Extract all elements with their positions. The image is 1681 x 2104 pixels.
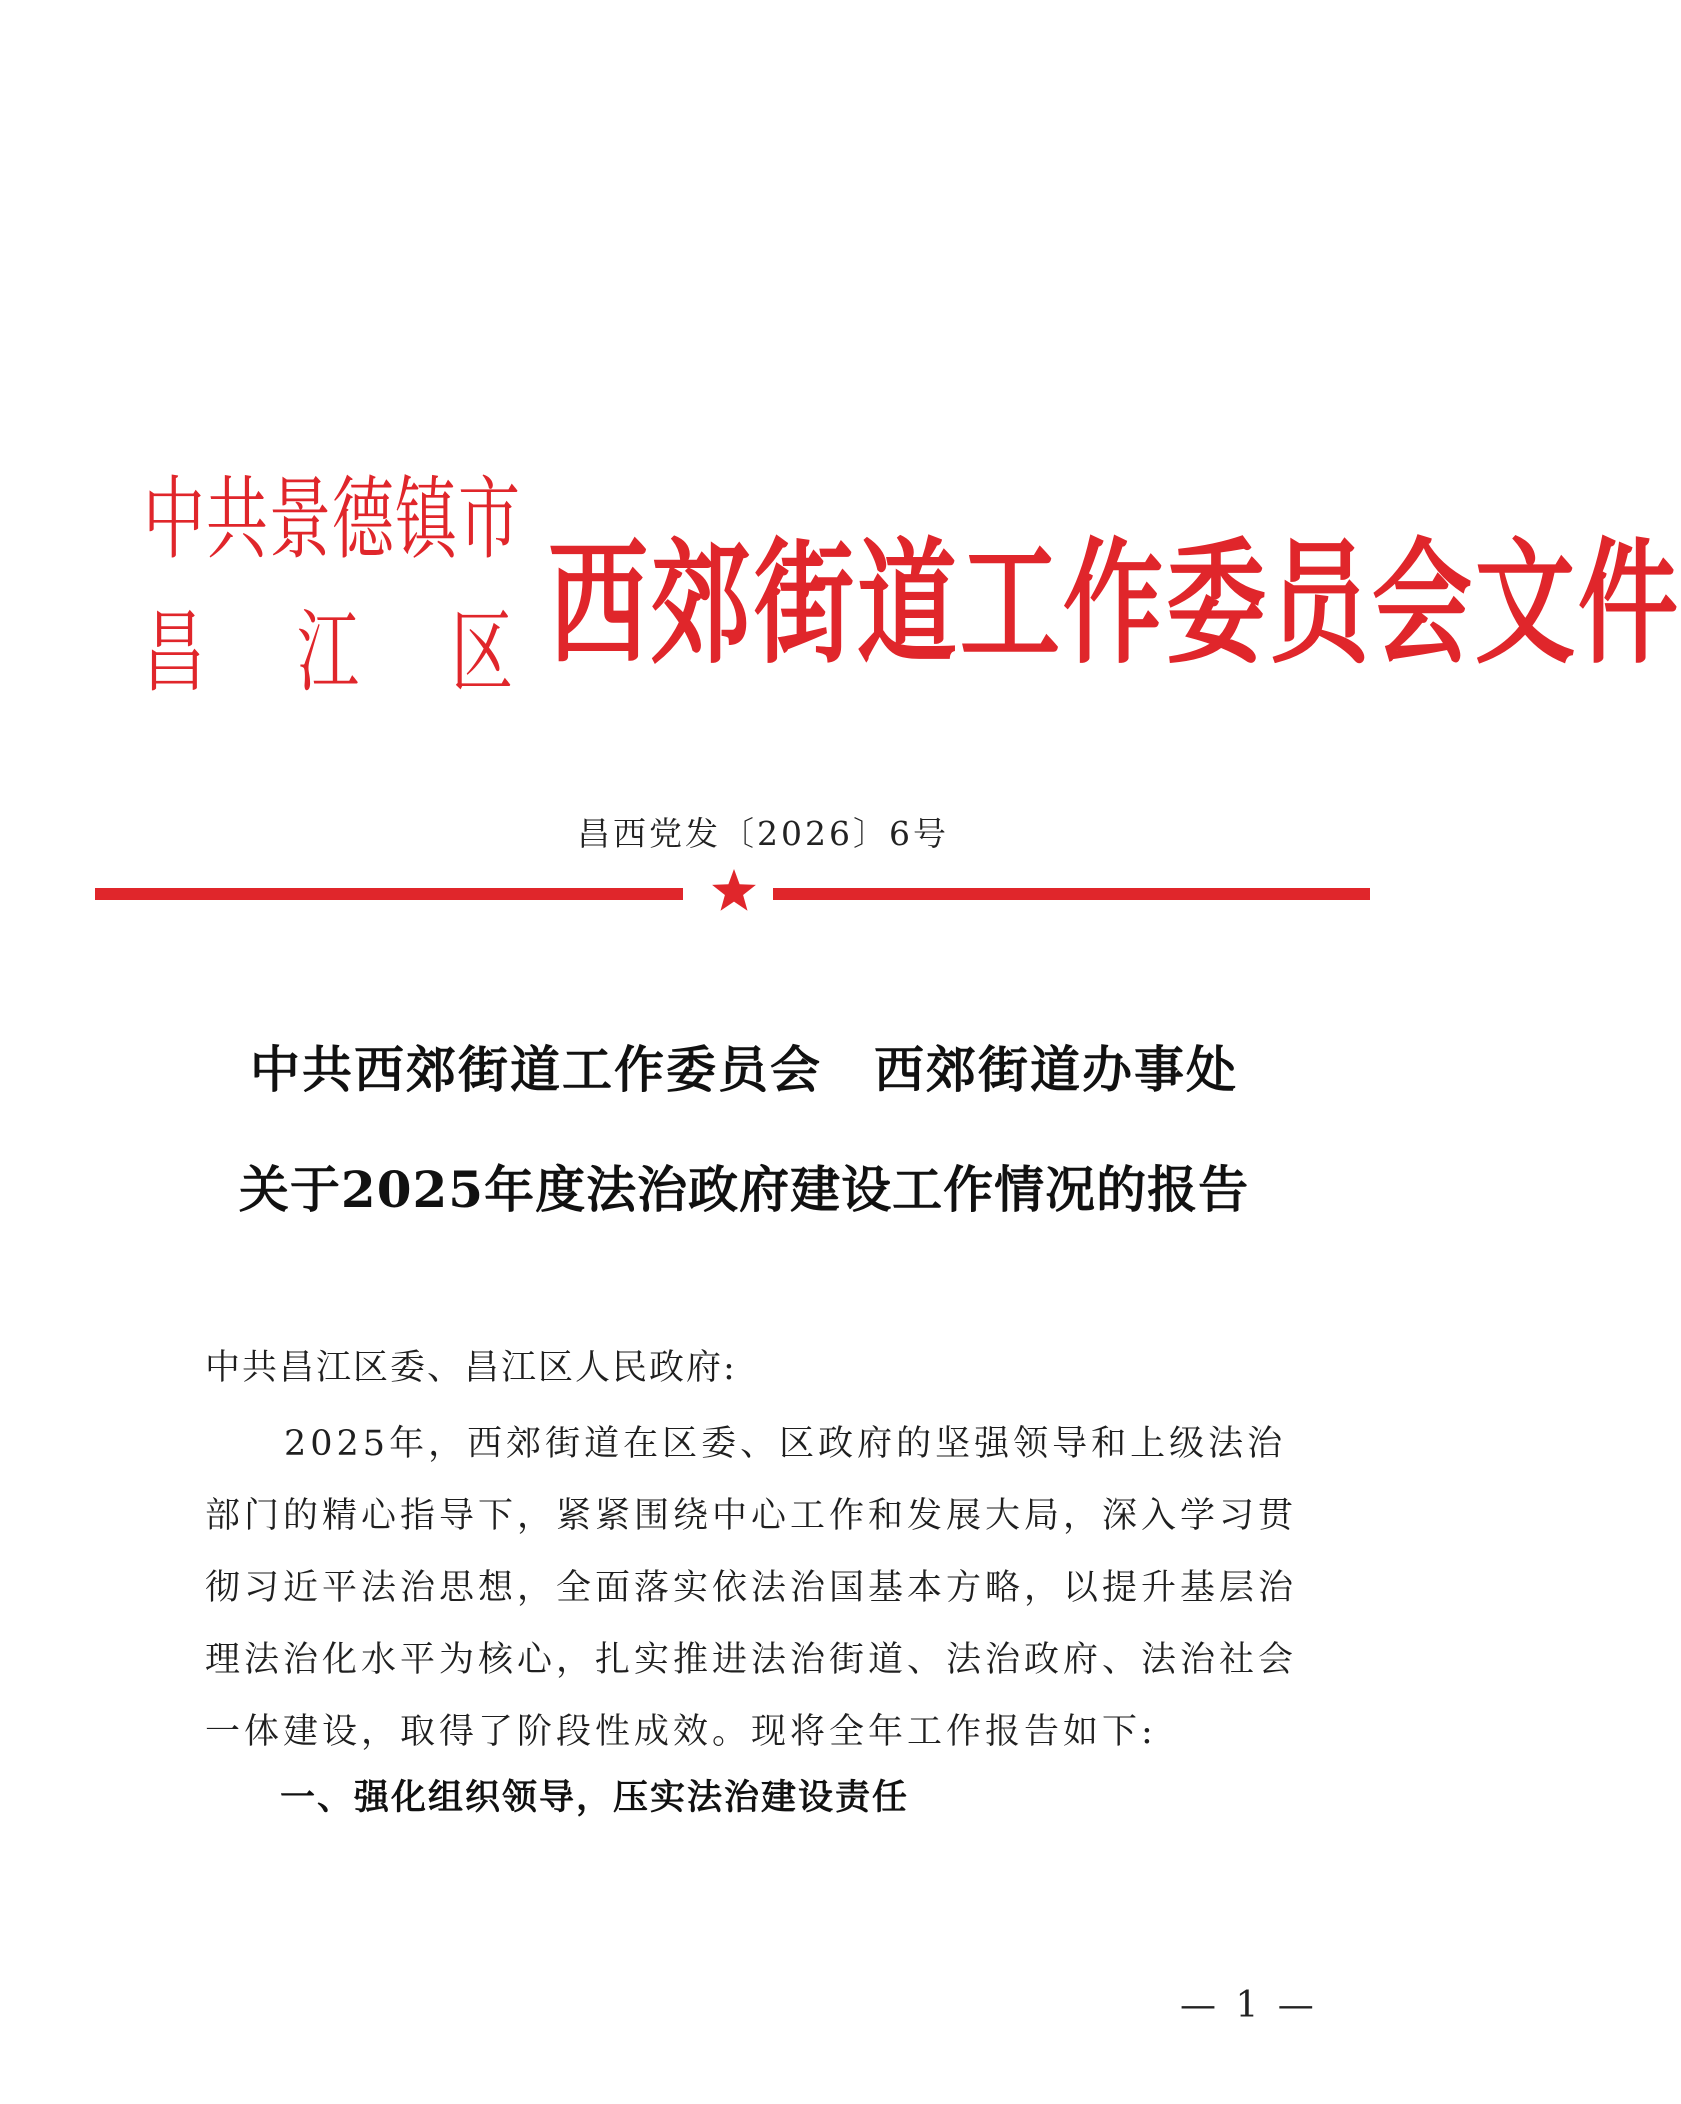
body-line: 部门的精心指导下，紧紧围绕中心工作和发展大局，深入学习贯 [205, 1496, 1298, 1536]
red-divider-left [95, 888, 683, 900]
salutation: 中共昌江区委、昌江区人民政府: [205, 1348, 737, 1388]
org-line2-char: 江 [296, 598, 359, 705]
red-divider-right [773, 888, 1370, 900]
org-line2-char: 昌 [143, 598, 206, 705]
star-icon [711, 867, 757, 913]
body-line: 一体建设，取得了阶段性成效。现将全年工作报告如下: [205, 1712, 1157, 1752]
body-line: 理法治化水平为核心，扎实推进法治街道、法治政府、法治社会 [205, 1640, 1298, 1680]
issuing-org-line2 [143, 580, 513, 709]
section-heading: 一、强化组织领导，压实法治建设责任 [280, 1778, 910, 1818]
body-line: 2025年，西郊街道在区委、区政府的坚强领导和上级法治 [284, 1424, 1287, 1464]
report-title-line1: 中共西郊街道工作委员会 西郊街道办事处 [250, 1040, 1238, 1099]
issuing-org-line1: 中共景德镇市 [143, 465, 522, 572]
document-number: 昌西党发〔2026〕6号 [577, 814, 949, 853]
body-line: 彻习近平法治思想，全面落实依法治国基本方略，以提升基层治 [205, 1568, 1298, 1608]
page-number: — 1 — [1180, 1985, 1318, 2026]
org-line2-char: 区 [450, 598, 513, 705]
document-header-title: 西郊街道工作委员会文件 [548, 523, 1681, 683]
report-title-line2: 关于2025年度法治政府建设工作情况的报告 [238, 1160, 1250, 1219]
